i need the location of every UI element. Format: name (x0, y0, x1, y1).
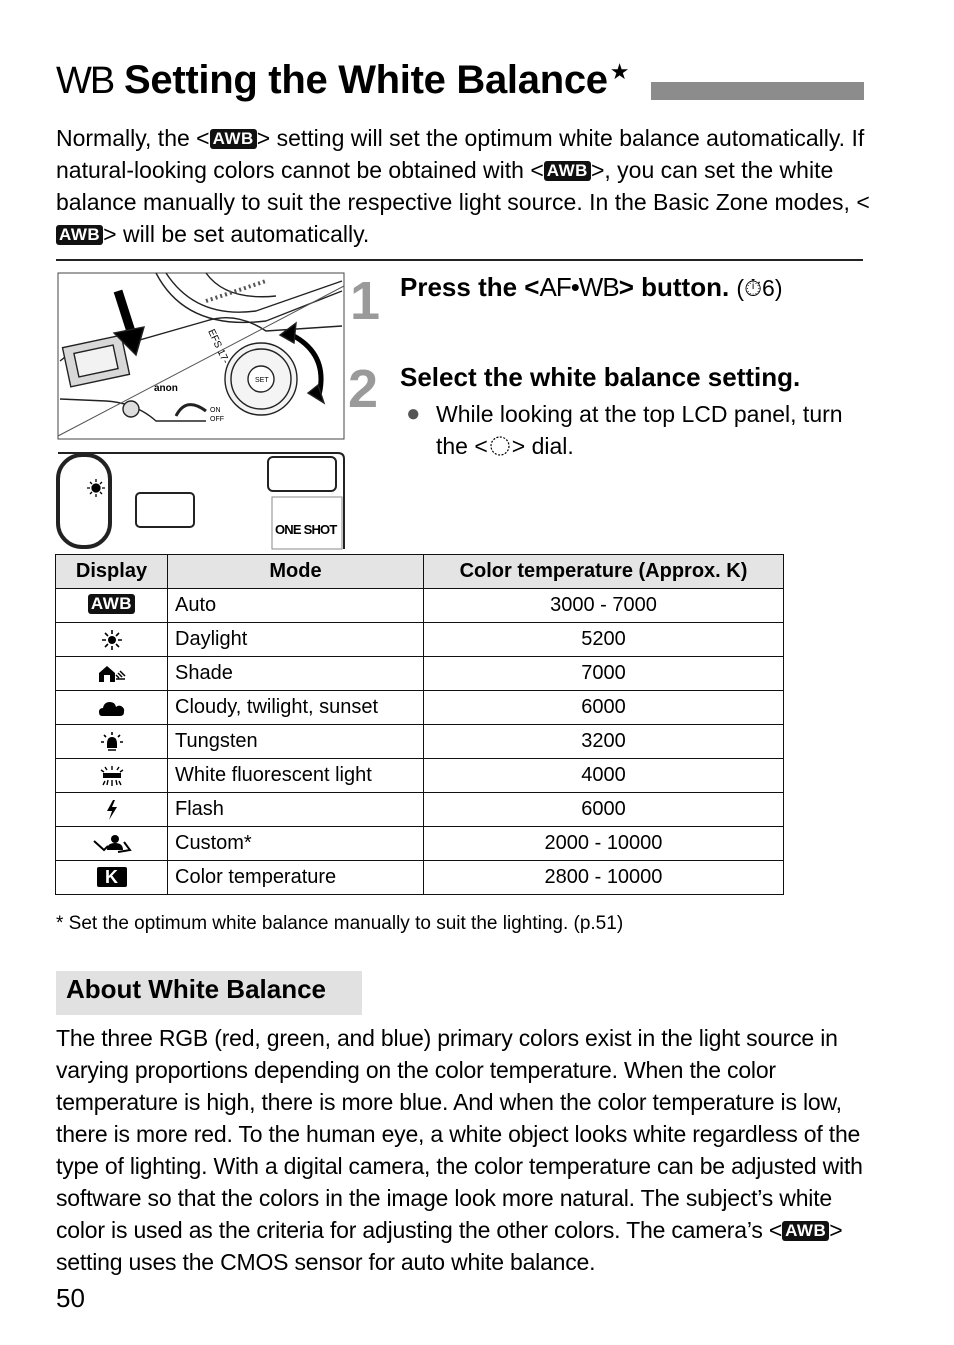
step-1-number: 1 (350, 271, 381, 331)
camera-illustration (56, 271, 346, 551)
wb-icon: WB (56, 60, 114, 102)
timer-reference: (⏱6) (736, 275, 783, 301)
table-row: Daylight 5200 (56, 623, 784, 657)
fluorescent-icon (99, 765, 125, 787)
awb-icon: AWB (88, 594, 135, 614)
custom-icon (92, 833, 132, 855)
daylight-icon (87, 479, 105, 497)
table-row: Flash 6000 (56, 793, 784, 827)
col-temp: Color temperature (Approx. K) (424, 555, 784, 589)
brand-text: anon (154, 383, 178, 394)
af-wb-button-icon: AF•WB (539, 272, 619, 302)
step-2-number: 2 (348, 359, 379, 419)
awb-icon: AWB (782, 1221, 829, 1241)
table-row: Tungsten 3200 (56, 725, 784, 759)
table-row: Shade 7000 (56, 657, 784, 691)
page-title (56, 58, 629, 103)
main-dial-icon (488, 434, 512, 458)
step-2-bullet: While looking at the top LCD panel, turn the < > dial. (436, 401, 843, 459)
daylight-icon (101, 629, 123, 651)
intro-text-3: >, you can set the white balance manually to suit the respective light source. In the Basic Zone modes, < (56, 157, 870, 215)
table-row: K Color temperature 2800 - 10000 (56, 861, 784, 895)
dial-set-label: SET (255, 377, 269, 384)
lcd-one-shot-label: ONE SHOT (275, 522, 337, 537)
table-row: White fluorescent light 4000 (56, 759, 784, 793)
shade-icon (97, 663, 127, 685)
col-mode: Mode (168, 555, 424, 589)
table-row: Cloudy, twilight, sunset 6000 (56, 691, 784, 725)
intro-text-4: > will be set automatically. (103, 221, 370, 247)
tungsten-icon (100, 731, 124, 753)
step-1-text: Press the <AF•WB> button. (⏱6) (400, 272, 783, 302)
step-2-title: Select the white balance setting. (400, 362, 801, 392)
awb-icon: AWB (56, 225, 103, 245)
power-on-label: ON (210, 407, 221, 414)
about-paragraph: The three RGB (red, green, and blue) primary colors exist in the light source in varying proportions depending on the color temperature. When the color temperature is high, there is more blue. And when the color temperature is low, there is more red. To the human eye, a white object looks white regardless of the type of lighting. With a digital camera, the color temperature can be adjusted with software so that the colors in the image look more natural. The subject’s white color is used as the criteria for adjusting the other colors. The camera’s < AWB > setting uses the CMOS sensor for auto white balance. (56, 1025, 863, 1275)
table-row: Custom* 2000 - 10000 (56, 827, 784, 861)
col-display: Display (56, 555, 168, 589)
power-off-label: OFF (210, 416, 224, 423)
about-heading: About White Balance (66, 974, 327, 1004)
page-title-text: Setting the White Balance (124, 58, 608, 102)
table-footnote: * Set the optimum white balance manually to suit the lighting. (p.51) (56, 913, 624, 934)
lens-text: EFS 17- (205, 327, 231, 366)
cloudy-icon (98, 697, 126, 719)
awb-icon: AWB (544, 161, 591, 181)
awb-icon: AWB (210, 129, 257, 149)
table-header-row (56, 555, 784, 589)
page-number: 50 (56, 1283, 85, 1313)
table-row: AWB Auto 3000 - 7000 (56, 589, 784, 623)
flash-icon (104, 799, 120, 821)
timer-icon: ⏱ (744, 275, 763, 301)
title-decor-bar (651, 82, 864, 100)
section-divider (56, 259, 863, 261)
bullet-icon: ● (406, 400, 421, 427)
white-balance-table (55, 554, 784, 895)
intro-text-1: Normally, the < (56, 125, 210, 151)
star-icon: ★ (609, 58, 630, 84)
intro-text-2: > setting will set the optimum white balance automatically. If natural-looking colors cannot be obtained with < (56, 125, 865, 183)
intro-paragraph (56, 122, 876, 250)
kelvin-icon: K (97, 867, 127, 887)
